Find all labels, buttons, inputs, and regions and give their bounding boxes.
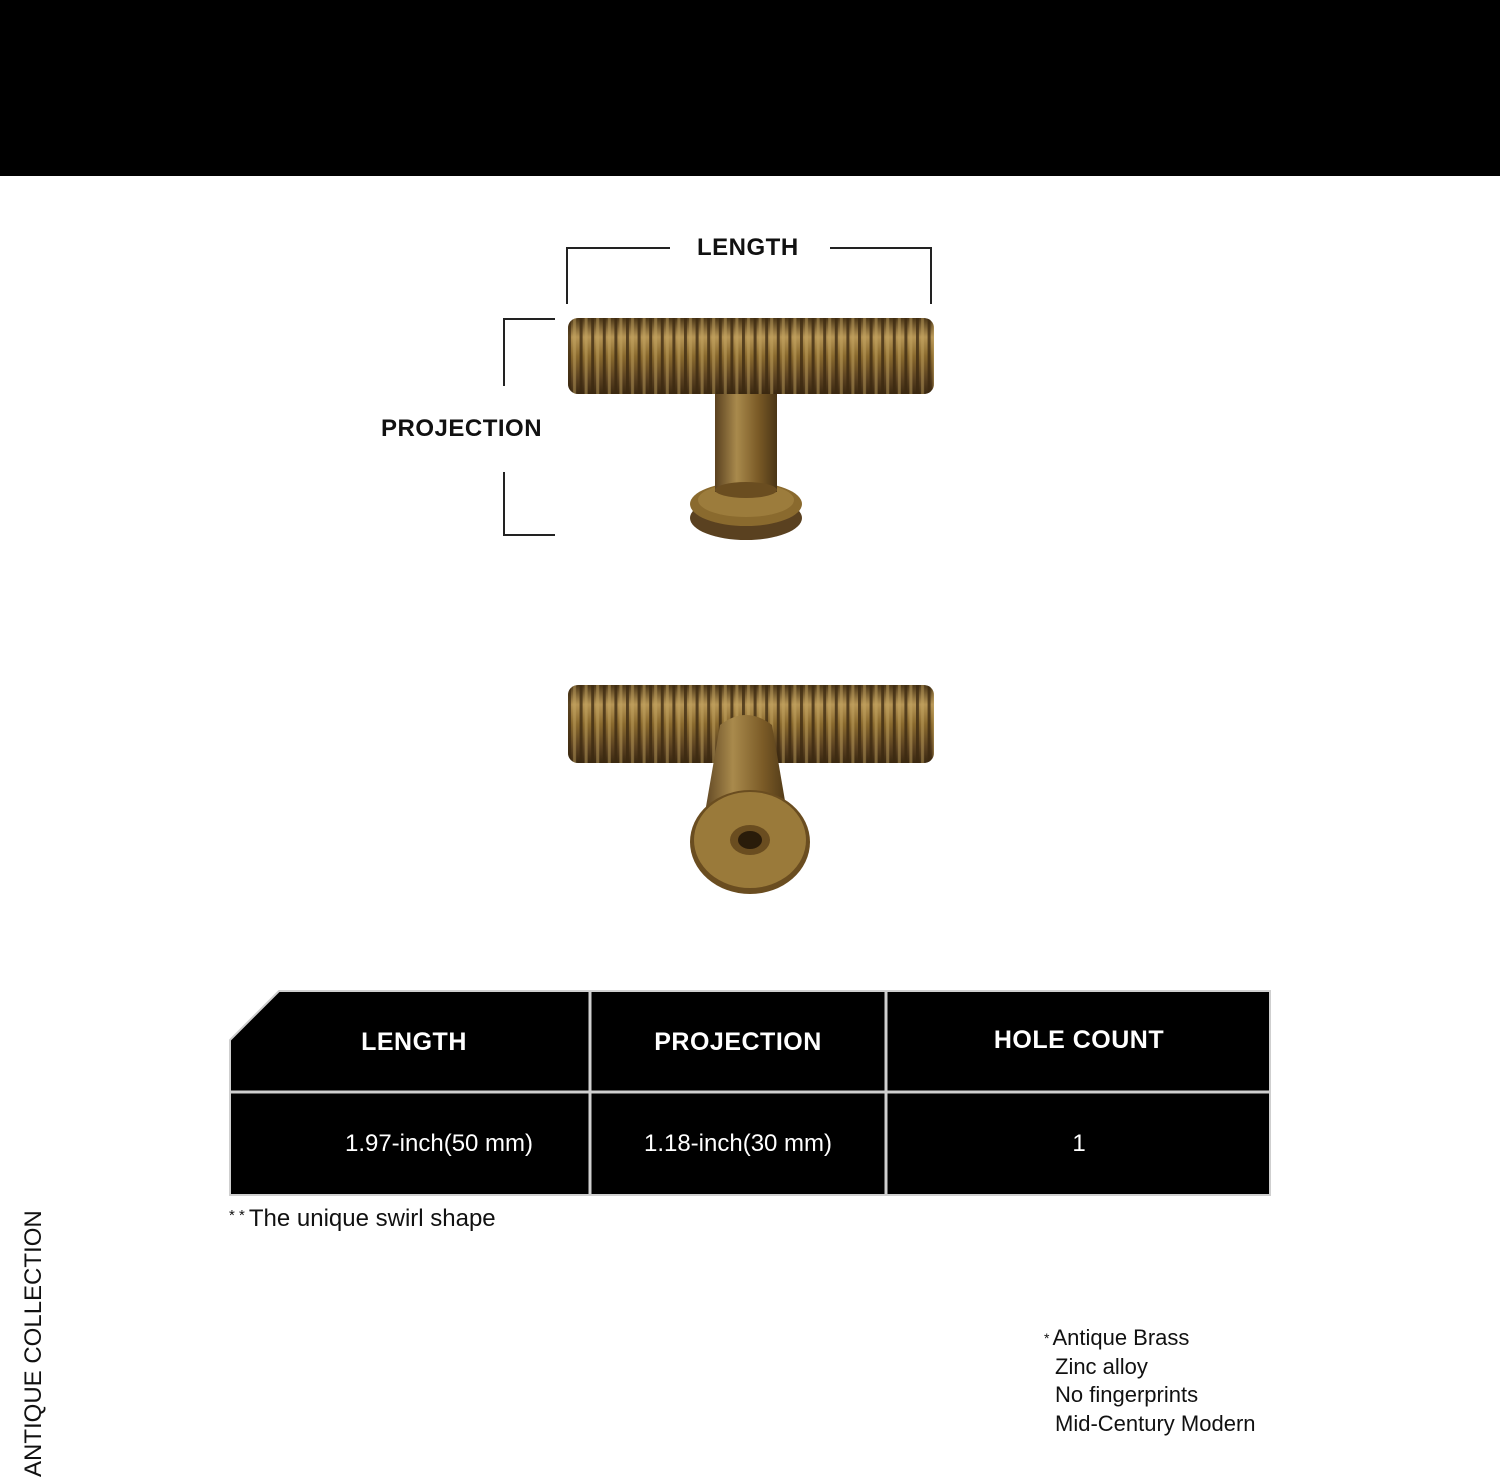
header-length: LENGTH [361,1027,467,1056]
knob-side-view-image [560,312,940,544]
feature-title-text: Antique Brass [1052,1325,1190,1350]
value-length: 1.97-inch(50 mm) [344,1130,534,1157]
length-label: LENGTH [697,234,799,261]
projection-bracket-bottom [503,472,555,536]
feature-title-marker: * [1044,1330,1050,1346]
header-projection: PROJECTION [654,1027,822,1056]
feature-item: Mid-Century Modern [1055,1410,1256,1436]
top-banner [0,0,1500,176]
projection-label: PROJECTION [381,415,543,442]
feature-item: No fingerprints [1055,1382,1199,1407]
length-bracket-right [830,247,932,304]
projection-bracket-top [503,318,555,386]
feature-list [1044,1324,1256,1438]
feature-title [1044,1324,1256,1353]
knob-underside-view-image [560,680,940,900]
note-text: The unique swirl shape [248,1205,496,1232]
collection-side-label: ANTIQUE COLLECTION [20,1210,47,1477]
length-bracket-left [566,247,670,304]
swirl-note [229,1205,496,1233]
value-hole-count: 1 [1072,1130,1086,1157]
spec-table [229,990,1271,1196]
value-projection: 1.18-inch(30 mm) [643,1130,833,1157]
feature-item: Zinc alloy [1055,1353,1148,1379]
header-hole-count: HOLE COUNT [993,1025,1165,1054]
note-marker: * * [229,1207,245,1224]
